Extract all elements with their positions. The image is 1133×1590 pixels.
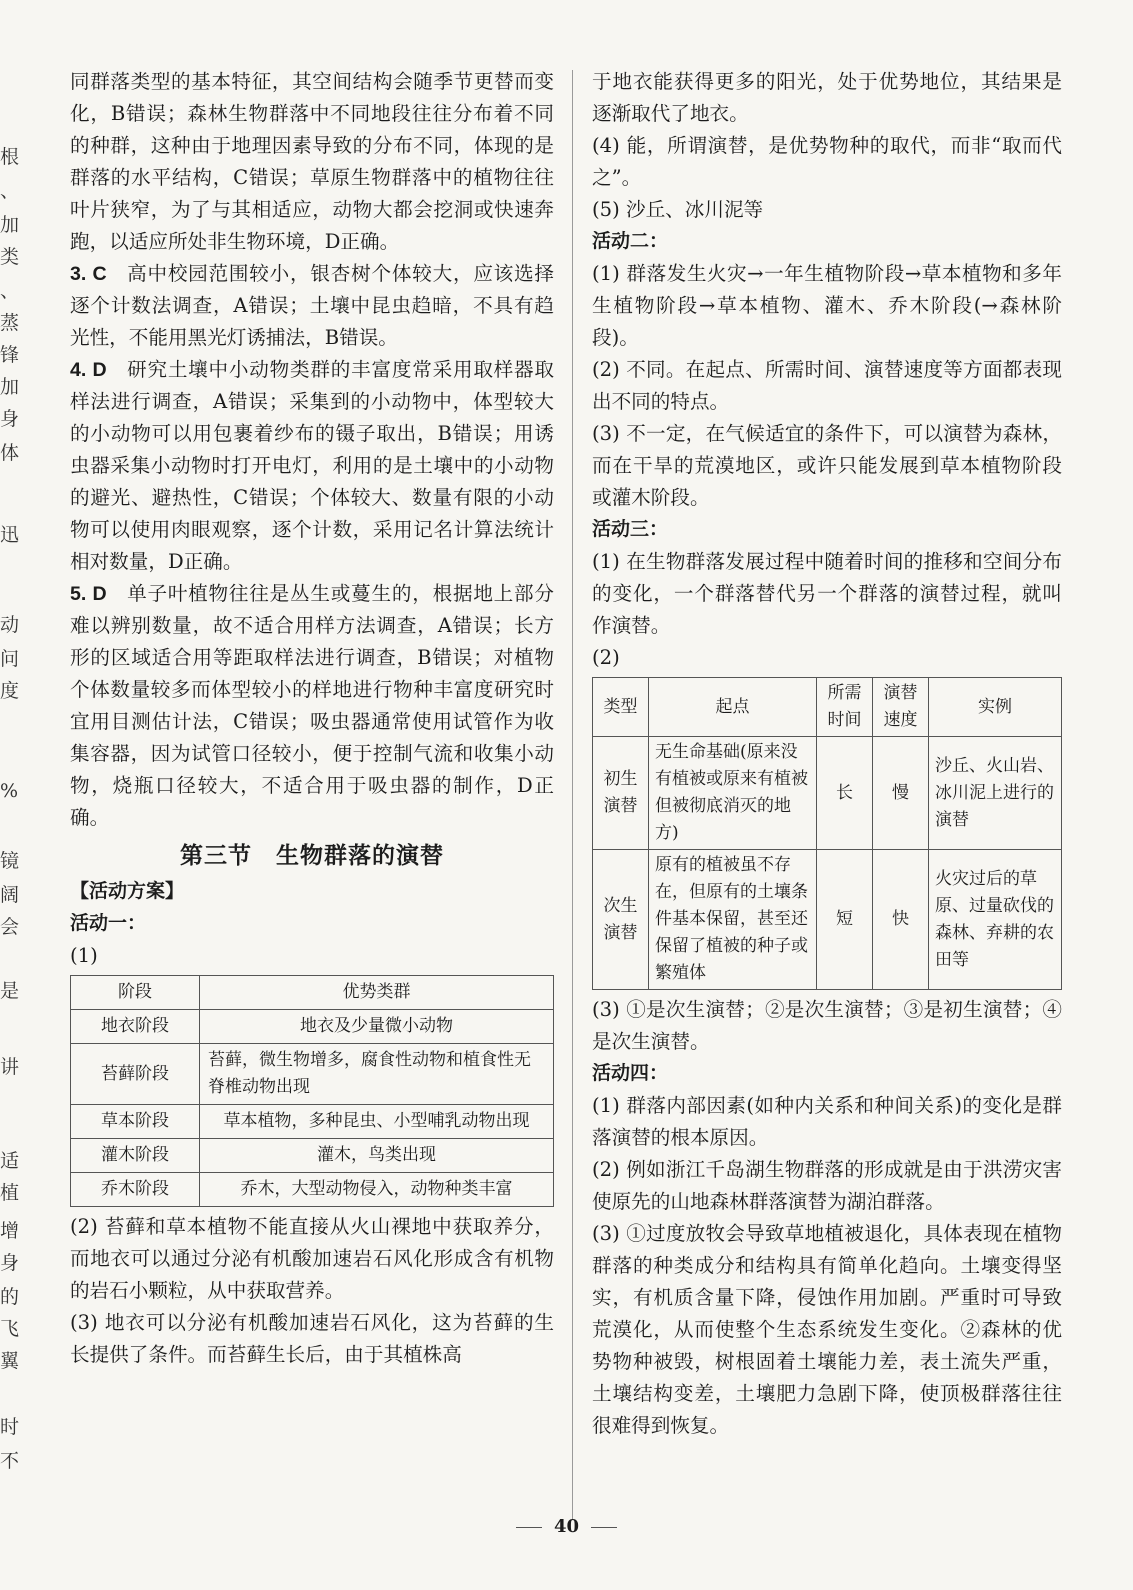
table-cell: 苔藓，微生物增多，腐食性动物和植食性无脊椎动物出现 xyxy=(200,1044,554,1105)
activity-3-heading: 活动三： xyxy=(592,519,669,540)
activity-1-heading: 活动一： xyxy=(70,913,147,934)
edge-char: 讲 xyxy=(0,1056,20,1078)
section-title: 第三节 生物群落的演替 xyxy=(180,842,444,869)
answer-5 xyxy=(70,578,554,834)
question-number: 5. D xyxy=(70,583,107,605)
page-number-text: 40 xyxy=(553,1516,580,1537)
edge-char: 会 xyxy=(0,916,20,938)
edge-char: 翼 xyxy=(0,1350,20,1372)
table-cell: 长 xyxy=(817,737,873,850)
table-header-row xyxy=(593,678,1062,737)
answer-3 xyxy=(70,258,554,354)
answer-text: 研究土壤中小动物类群的丰富度常采用取样器取样法进行调查，A错误；采集到的小动物中，体型较大的小动物可以用包裹着纱布的镊子取出，B错误；用诱虫器采集小动物时打开电灯，利用的是土壤中的小动物的避光、避热性，C错误；个体较大、数量有限的小动物可以使用肉眼观察，逐个计数，采用记名计算法统计相对数量，D正确。 xyxy=(70,358,555,573)
table-row xyxy=(593,850,1062,990)
edge-char: 动 xyxy=(0,614,20,636)
edge-char: 体 xyxy=(0,442,20,464)
edge-char: 根 xyxy=(0,146,20,168)
table-header: 所需时间 xyxy=(817,678,873,737)
table-row xyxy=(71,1139,554,1173)
edge-char: 时 xyxy=(0,1416,20,1438)
question-number: 3. C xyxy=(70,263,107,285)
edge-char: 增 xyxy=(0,1220,20,1242)
table-cell: 短 xyxy=(817,850,873,990)
edge-char: 不 xyxy=(0,1450,20,1472)
right-column xyxy=(592,66,1062,1442)
edge-char: 类 xyxy=(0,246,20,268)
question-number: 4. D xyxy=(70,359,107,381)
table-cell: 初生演替 xyxy=(593,737,649,850)
paragraph: (2) 苔藓和草本植物不能直接从火山裸地中获取养分，而地衣可以通过分泌有机酸加速岩石风化形成含有机物的岩石小颗粒，从中获取营养。 xyxy=(70,1215,554,1302)
edge-char: 锋 xyxy=(0,344,20,366)
paragraph: (3) 地衣可以分泌有机酸加速岩石风化，这为苔藓的生长提供了条件。而苔藓生长后，由于其植株高 xyxy=(70,1311,554,1366)
paragraph: (2) 不同。在起点、所需时间、演替速度等方面都表现出不同的特点。 xyxy=(592,358,1062,413)
table-header: 演替速度 xyxy=(873,678,929,737)
edge-char: 度 xyxy=(0,680,20,702)
succession-type-table xyxy=(592,677,1062,990)
edge-char: 迅 xyxy=(0,524,20,546)
table-header-row xyxy=(71,976,554,1010)
paragraph: (4) 能，所谓演替，是优势物种的取代，而非“取而代之”。 xyxy=(592,134,1062,189)
edge-char: 加 xyxy=(0,214,20,236)
paragraph: (5) 沙丘、冰川泥等 xyxy=(592,198,764,221)
edge-char: 、 xyxy=(0,280,20,302)
edge-char: 、 xyxy=(0,180,20,202)
edge-char: 阔 xyxy=(0,884,20,906)
paragraph: (1) 群落发生火灾→一年生植物阶段→草本植物和多年生植物阶段→草本植物、灌木、乔木阶段(→森林阶段)。 xyxy=(592,262,1062,349)
edge-char: 的 xyxy=(0,1286,20,1308)
plan-heading: 【活动方案】 xyxy=(70,881,185,902)
answer-text: 单子叶植物往往是丛生或蔓生的，根据地上部分难以辨别数量，故不适合用样方法调查，A错误；长方形的区域适合用等距取样法进行调查，B错误；对植物个体数量较多而体型较小的样地进行物种丰富度研究时宜用目测估计法，C错误；吸虫器通常使用试管作为收集容器，因为试管口径较小，便于控制气流和收集小动物，烧瓶口径较大，不适合用于吸虫器的制作，D正确。 xyxy=(70,582,555,829)
table-cell: 乔木阶段 xyxy=(71,1173,200,1207)
activity-2-heading: 活动二： xyxy=(592,231,669,252)
edge-char: 身 xyxy=(0,408,20,430)
paragraph: (1) 群落内部因素(如种内关系和种间关系)的变化是群落演替的根本原因。 xyxy=(592,1094,1062,1149)
table-header: 优势类群 xyxy=(200,976,554,1010)
table-cell: 地衣及少量微小动物 xyxy=(200,1010,554,1044)
paragraph: (2) 例如浙江千岛湖生物群落的形成就是由于洪涝灾害使原先的山地森林群落演替为湖泊群落。 xyxy=(592,1158,1062,1213)
paragraph: (3) 不一定，在气候适宜的条件下，可以演替为森林，而在干旱的荒漠地区，或许只能发展到草本植物阶段或灌木阶段。 xyxy=(592,422,1062,509)
table-header: 实例 xyxy=(929,678,1062,737)
table-cell: 慢 xyxy=(873,737,929,850)
page-number-dash xyxy=(591,1527,617,1528)
table-cell: 火灾过后的草原、过量砍伐的森林、弃耕的农田等 xyxy=(929,850,1062,990)
left-column xyxy=(70,66,554,1371)
edge-char: 问 xyxy=(0,648,20,670)
table-cell: 草本阶段 xyxy=(71,1105,200,1139)
table-cell: 无生命基础(原来没有植被或原来有植被但被彻底消灭的地方) xyxy=(649,737,817,850)
edge-char: 是 xyxy=(0,980,20,1002)
activity-4-heading: 活动四： xyxy=(592,1063,669,1084)
page-number xyxy=(0,1516,1133,1537)
paragraph: 同群落类型的基本特征，其空间结构会随季节更替而变化，B错误；森林生物群落中不同地段往往分布着不同的种群，这种由于地理因素导致的分布不同，体现的是群落的水平结构，C错误；草原生物群落中的植物往往叶片狭窄，为了与其相适应，动物大都会挖洞或快速奔跑，以适应所处非生物环境，D正确。 xyxy=(70,70,554,253)
sub-label: (2) xyxy=(592,646,620,669)
table-row xyxy=(71,1105,554,1139)
column-divider xyxy=(572,70,573,1520)
table-row xyxy=(71,1010,554,1044)
edge-char: 植 xyxy=(0,1182,20,1204)
table-cell: 地衣阶段 xyxy=(71,1010,200,1044)
sub-label: (1) xyxy=(70,944,98,967)
edge-char: 身 xyxy=(0,1252,20,1274)
paragraph: (3) ①过度放牧会导致草地植被退化，具体表现在植物群落的种类成分和结构具有简单化趋向。土壤变得坚实，有机质含量下降，侵蚀作用加剧。严重时可导致荒漠化，从而使整个生态系统发生变化。②森林的优势物种被毁，树根固着土壤能力差，表土流失严重，土壤结构变差，土壤肥力急剧下降，使顶极群落往往很难得到恢复。 xyxy=(592,1222,1062,1437)
edge-char: 飞 xyxy=(0,1318,20,1340)
table-cell: 乔木，大型动物侵入，动物种类丰富 xyxy=(200,1173,554,1207)
page-number-dash xyxy=(516,1527,542,1528)
edge-char: 蒸 xyxy=(0,312,20,334)
table-header: 阶段 xyxy=(71,976,200,1010)
table-cell: 快 xyxy=(873,850,929,990)
paragraph: 于地衣能获得更多的阳光，处于优势地位，其结果是逐渐取代了地衣。 xyxy=(592,70,1062,125)
table-cell: 草本植物，多种昆虫、小型哺乳动物出现 xyxy=(200,1105,554,1139)
left-margin-fragments xyxy=(0,130,22,1590)
table-cell: 灌木阶段 xyxy=(71,1139,200,1173)
edge-char: 适 xyxy=(0,1150,20,1172)
table-cell: 灌木，鸟类出现 xyxy=(200,1139,554,1173)
paragraph: (3) ①是次生演替；②是次生演替；③是初生演替；④是次生演替。 xyxy=(592,998,1062,1053)
answer-4 xyxy=(70,354,554,578)
table-row xyxy=(71,1173,554,1207)
table-row xyxy=(71,1044,554,1105)
succession-stage-table xyxy=(70,975,554,1207)
table-header: 类型 xyxy=(593,678,649,737)
paragraph: (1) 在生物群落发展过程中随着时间的推移和空间分布的变化，一个群落替代另一个群落的演替过程，就叫作演替。 xyxy=(592,550,1062,637)
table-cell: 次生演替 xyxy=(593,850,649,990)
table-cell: 苔藓阶段 xyxy=(71,1044,200,1105)
answer-text: 高中校园范围较小，银杏树个体较大，应该选择逐个计数法调查，A错误；土壤中昆虫趋暗，不具有趋光性，不能用黑光灯诱捕法，B错误。 xyxy=(70,262,555,349)
edge-char: % xyxy=(0,780,19,802)
table-header: 起点 xyxy=(649,678,817,737)
table-row xyxy=(593,737,1062,850)
table-cell: 沙丘、火山岩、冰川泥上进行的演替 xyxy=(929,737,1062,850)
edge-char: 镜 xyxy=(0,850,20,872)
table-cell: 原有的植被虽不存在，但原有的土壤条件基本保留，甚至还保留了植被的种子或繁殖体 xyxy=(649,850,817,990)
edge-char: 加 xyxy=(0,376,20,398)
